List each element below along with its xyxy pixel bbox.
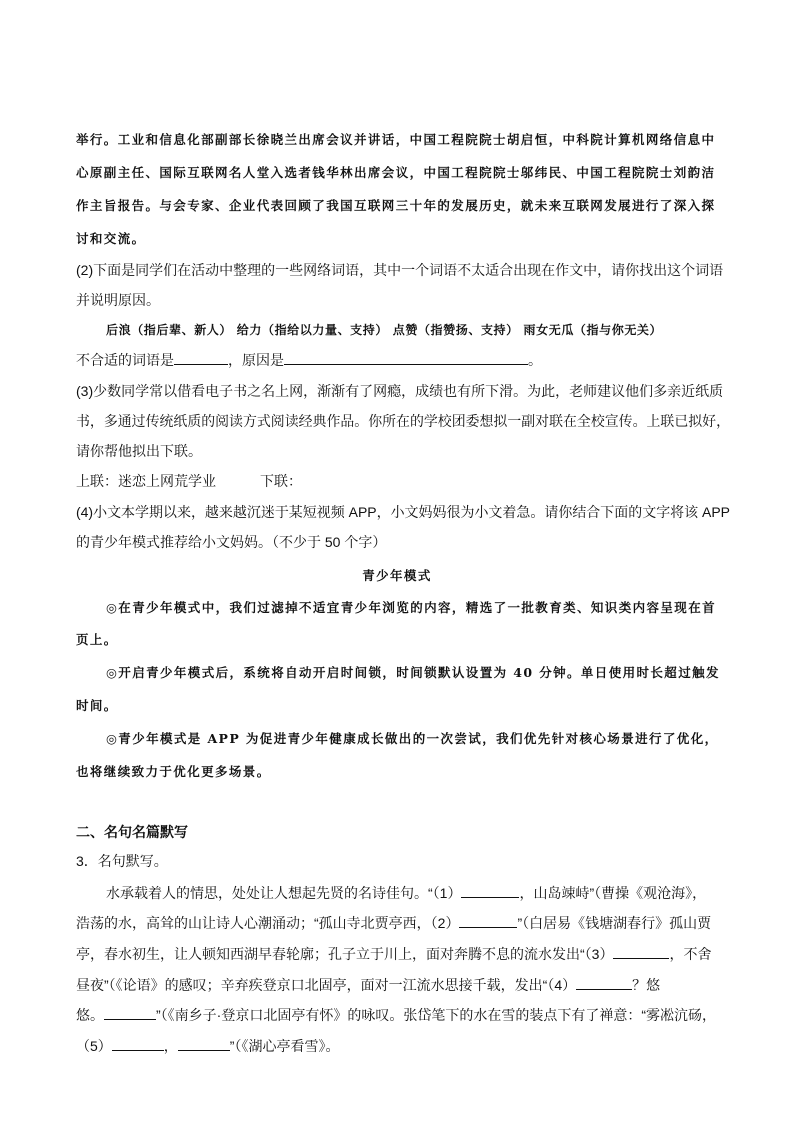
passage-line-1: 举行。工业和信息化部副部长徐晓兰出席会议并讲话，中国工程院院士胡启恒，中科院计算机网络信息中 (76, 132, 716, 147)
recite-blank-4b[interactable] (104, 1005, 156, 1020)
mode-para-2a: ◎开启青少年模式后，系统将自动开启时间锁，时间锁默认设置为 40 分钟。单日使用时长超过触发 (106, 665, 720, 680)
recite-blank-4[interactable] (576, 975, 632, 990)
recite-blank-5b[interactable] (178, 1036, 230, 1051)
mode-para-3a: ◎青少年模式是 APP 为促进青少年健康成长做出的一次尝试，我们优先针对核心场景进行了优化， (106, 731, 719, 746)
section-heading: 二、名句名篇默写 (76, 824, 188, 840)
passage-line-2: 心原副主任、国际互联网名人堂入选者钱华林出席会议，中国工程院院士邬纬民、中国工程院院士刘韵洁 (76, 165, 716, 180)
recite-line-3: 亭，春水初生，让人顿知西湖早春轮廓；孔子立于川上，面对奔腾不息的流水发出“（3） ，不舍 (76, 946, 712, 962)
recite-blank-3[interactable] (613, 944, 669, 959)
couplet-upper: 上联：迷恋上网荒学业 (76, 473, 216, 489)
q4-line-1: (4)小文本学期以来，越来越沉迷于某短视频 APP，小文妈妈很为小文着急。请你结合下面的文字将该 APP (76, 504, 731, 520)
q3-line-3: 请你帮他拟出下联。 (76, 443, 202, 459)
question-3-label: 3．名句默写。 (76, 853, 168, 869)
recite-blank-2[interactable] (459, 913, 517, 928)
passage-line-4: 讨和交流。 (76, 231, 146, 246)
q2-line-1: (2)下面是同学们在活动中整理的一些网络词语，其中一个词语不太适合出现在作文中，请你找出这个词语 (76, 262, 724, 278)
box-title: 青少年模式 (362, 568, 432, 583)
q2-line-2: 并说明原因。 (76, 292, 160, 308)
reason-answer-blank[interactable] (284, 350, 528, 365)
mode-para-1a: ◎在青少年模式中，我们过滤掉不适宜青少年浏览的内容，精选了一批教育类、知识类内容呈现在首 (106, 600, 717, 615)
recite-blank-1[interactable] (461, 883, 519, 898)
q3-line-2: 书，多通过传统纸质的阅读方式阅读经典作品。你所在的学校团委想拟一副对联在全校宣传。上联已拟好， (76, 413, 730, 429)
recite-line-5: 悠。 ”（《南乡子·登京口北固亭有怀》的咏叹。张岱笔下的水在雪的装点下有了禅意：“雾凇沆砀， (76, 1007, 716, 1023)
mode-para-3b: 也将继续致力于优化更多场景。 (76, 764, 271, 779)
couplet-lower-label: 下联： (260, 473, 302, 489)
q2-answer-line (76, 350, 542, 370)
q2-answer-prefix: 不合适的词语是 (76, 352, 174, 368)
q4-line-2: 的青少年模式推荐给小文妈妈。（不少于 50 个字） (76, 534, 387, 550)
recite-line-4: 昼夜”（《论语》的感叹；辛弃疾登京口北固亭，面对一江流水思接千载，发出“（4） ？悠 (76, 977, 661, 993)
recite-line-1: 水承载着人的情思，处处让人想起先贤的名诗佳句。“（1） ，山岛竦峙”（曹操《观沧海》， (106, 885, 707, 901)
q3-line-1: (3)少数同学常以借看电子书之名上网，渐渐有了网瘾，成绩也有所下滑。为此，老师建议他们多亲近纸质 (76, 383, 724, 399)
q2-answer-mid: ，原因是 (228, 352, 284, 368)
recite-blank-5a[interactable] (112, 1036, 164, 1051)
q2-word-list: 后浪（指后辈、新人） 给力（指给以力量、支持） 点赞（指赞扬、支持） 雨女无瓜（指与你无关） (106, 323, 663, 337)
word-answer-blank[interactable] (174, 350, 228, 365)
recite-line-2: 浩荡的水，高耸的山让诗人心潮涌动；“孤山寺北贾亭西，（2） ”（白居易《钱塘湖春行》孤山贾 (76, 915, 712, 931)
mode-para-2b: 时间。 (76, 698, 118, 713)
mode-para-1b: 页上。 (76, 632, 118, 647)
q2-answer-end: 。 (528, 352, 542, 368)
recite-line-6: （5） ， ”（《湖心亭看雪》。 (76, 1038, 340, 1054)
passage-line-3: 作主旨报告。与会专家、企业代表回顾了我国互联网三十年的发展历史，就未来互联网发展进行了深入探 (76, 198, 716, 213)
